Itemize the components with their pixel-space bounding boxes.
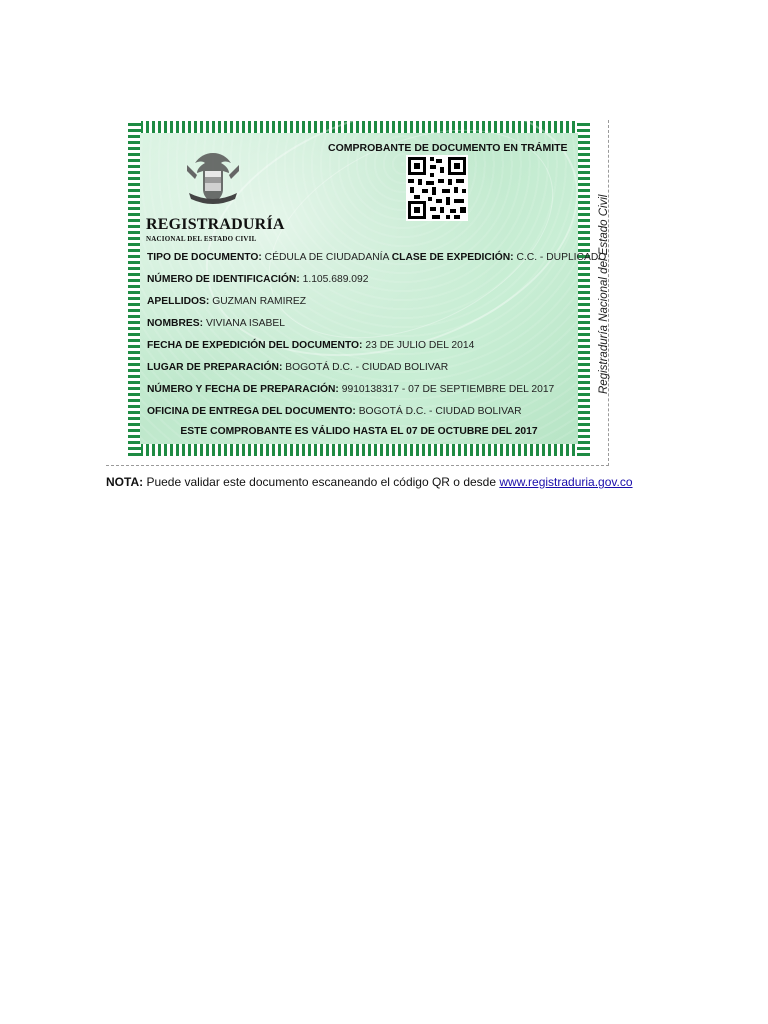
field-label: TIPO DE DOCUMENTO: <box>147 252 262 263</box>
field-nombres <box>147 318 285 329</box>
side-vertical-label: Registraduría Nacional del Estado Civil <box>598 194 610 394</box>
field-value: 1.105.689.092 <box>302 274 369 285</box>
field-label: CLASE DE EXPEDICIÓN: <box>391 252 514 263</box>
field-label: FECHA DE EXPEDICIÓN DEL DOCUMENTO: <box>147 340 363 351</box>
field-value: 23 DE JULIO DEL 2014 <box>365 340 475 351</box>
field-label: OFICINA DE ENTREGA DEL DOCUMENTO: <box>147 406 356 417</box>
receipt-card <box>128 121 607 456</box>
field-label: LUGAR DE PREPARACIÓN: <box>147 362 283 373</box>
card-title: COMPROBANTE DE DOCUMENTO EN TRÁMITE <box>328 142 568 154</box>
field-value: 9910138317 - 07 DE SEPTIEMBRE DEL 2017 <box>341 384 555 395</box>
qr-code-icon[interactable] <box>406 155 468 221</box>
validation-note <box>106 475 633 489</box>
field-label: NÚMERO DE IDENTIFICACIÓN: <box>147 274 300 285</box>
registraduria-link[interactable]: www.registraduria.gov.co <box>499 475 633 489</box>
logo-main-text: REGISTRADURÍA <box>146 216 285 233</box>
colombia-coat-of-arms-icon <box>185 149 241 207</box>
field-oficina-entrega <box>147 406 522 417</box>
field-value: BOGOTÁ D.C. - CIUDAD BOLIVAR <box>285 362 449 373</box>
field-numero-fecha-preparacion <box>147 384 554 395</box>
card-body <box>140 133 607 444</box>
field-value: CÉDULA DE CIUDADANÍA <box>264 252 389 263</box>
cut-line-bottom <box>106 465 609 466</box>
field-label: NÚMERO Y FECHA DE PREPARACIÓN: <box>147 384 339 395</box>
field-value: GUZMAN RAMIREZ <box>212 296 307 307</box>
field-numero-identificacion <box>147 274 368 285</box>
field-value: C.C. - DUPLICADO <box>516 252 607 263</box>
field-lugar-preparacion <box>147 362 448 373</box>
field-fecha-expedicion <box>147 340 474 351</box>
field-label: NOMBRES: <box>147 318 204 329</box>
logo-sub-text: NACIONAL DEL ESTADO CIVIL <box>146 235 257 243</box>
field-apellidos <box>147 296 306 307</box>
note-text: Puede validar este documento escaneando el código QR o desde <box>143 475 500 489</box>
note-label: NOTA: <box>106 475 144 489</box>
validity-statement: ESTE COMPROBANTE ES VÁLIDO HASTA EL 07 DE OCTUBRE DEL 2017 <box>180 426 538 437</box>
field-value: BOGOTÁ D.C. - CIUDAD BOLIVAR <box>358 406 522 417</box>
registraduria-logo <box>146 217 286 243</box>
field-value: VIVIANA ISABEL <box>205 318 285 329</box>
field-label: APELLIDOS: <box>147 296 210 307</box>
field-tipo-documento <box>147 252 606 263</box>
